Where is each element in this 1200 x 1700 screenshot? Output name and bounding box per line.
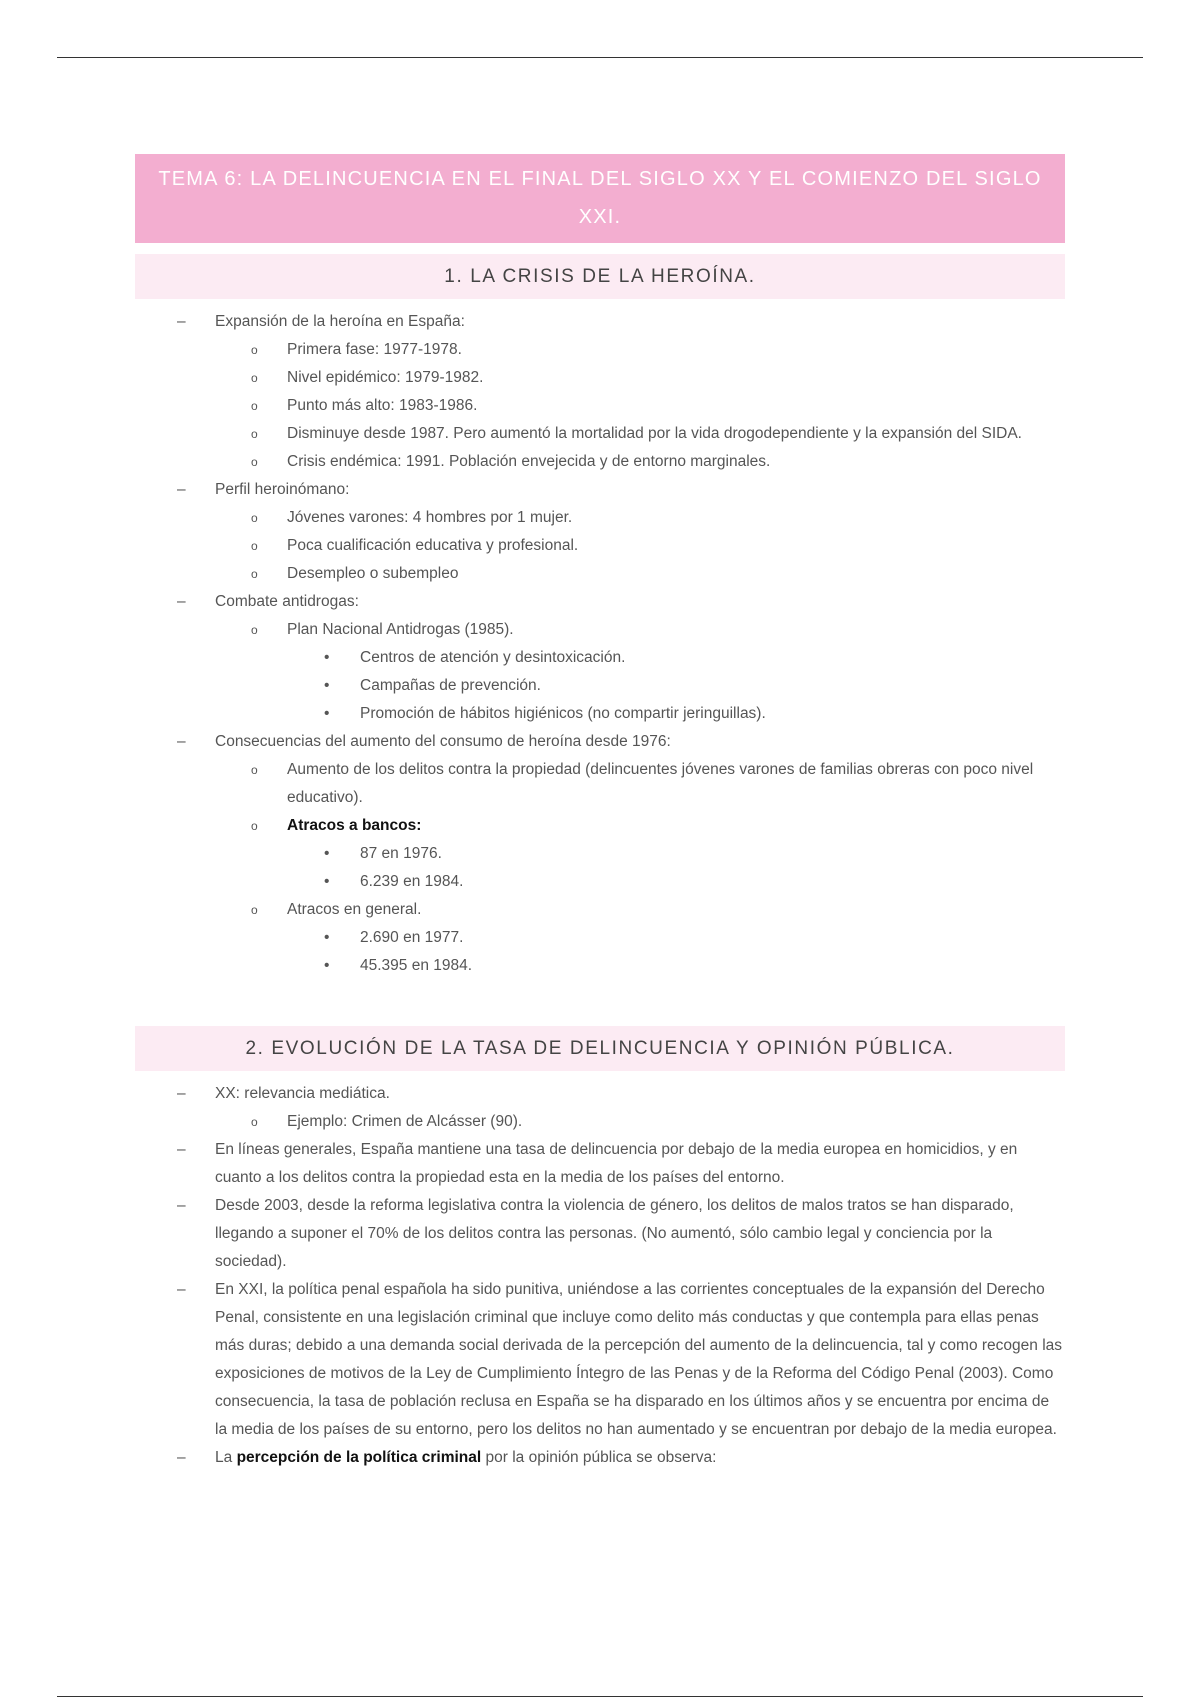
document-title: TEMA 6: LA DELINCUENCIA EN EL FINAL DEL SIGLO XX Y EL COMIENZO DEL SIGLO XXI. <box>135 154 1065 243</box>
dash-marker: – <box>177 313 186 330</box>
dash-marker: – <box>177 481 186 498</box>
circle-marker: o <box>251 399 258 413</box>
circle-marker: o <box>251 623 258 637</box>
list-item: o Punto más alto: 1983-1986. <box>135 392 1065 420</box>
bottom-rule <box>57 1696 1143 1697</box>
dash-marker: – <box>177 1281 186 1298</box>
list-item: o Jóvenes varones: 4 hombres por 1 mujer. <box>135 504 1065 532</box>
list-item: – En XXI, la política penal española ha sido punitiva, uniéndose a las corrientes conceptuales de la expansión del Derecho Penal, consistente en una legislación criminal que incluye como delito más conductas y que contempla para ellas penas más duras; debido a una demanda social derivada de la percepción del aumento de la delincuencia, tal y como recogen las exposiciones de motivos de la Ley de Cumplimiento Íntegro de las Penas y de la Reforma del Código Penal (2003). Como consecuencia, la tasa de población reclusa en España se ha disparado en los últimos años y se encuentra por encima de la media de los países de su entorno, pero los delitos no han aumentado y se encuentran por debajo de la media europea. <box>135 1276 1065 1444</box>
top-rule <box>57 57 1143 58</box>
list-item: o Poca cualificación educativa y profesional. <box>135 532 1065 560</box>
section-2-heading: 2. EVOLUCIÓN DE LA TASA DE DELINCUENCIA Y OPINIÓN PÚBLICA. <box>135 1026 1065 1071</box>
list-item: – XX: relevancia mediática. <box>135 1080 1065 1108</box>
list-item: o Plan Nacional Antidrogas (1985). <box>135 616 1065 644</box>
bullet-marker: • <box>324 649 330 666</box>
section-1-heading: 1. LA CRISIS DE LA HEROÍNA. <box>135 254 1065 299</box>
list-item: • 2.690 en 1977. <box>135 924 1065 952</box>
circle-marker: o <box>251 763 258 777</box>
circle-marker: o <box>251 1115 258 1129</box>
dash-marker: – <box>177 1449 186 1466</box>
bullet-marker: • <box>324 929 330 946</box>
circle-marker: o <box>251 539 258 553</box>
list-item: o Atracos en general. <box>135 896 1065 924</box>
circle-marker: o <box>251 343 258 357</box>
circle-marker: o <box>251 427 258 441</box>
dash-marker: – <box>177 733 186 750</box>
dash-marker: – <box>177 593 186 610</box>
list-item: – Desde 2003, desde la reforma legislativa contra la violencia de género, los delitos de malos tratos se han disparado, llegando a suponer el 70% de los delitos contra las personas. (No aumentó, sólo cambio legal y conciencia por la sociedad). <box>135 1192 1065 1276</box>
circle-marker: o <box>251 511 258 525</box>
list-item: • 6.239 en 1984. <box>135 868 1065 896</box>
list-item: o Desempleo o subempleo <box>135 560 1065 588</box>
list-item: o Nivel epidémico: 1979-1982. <box>135 364 1065 392</box>
bullet-marker: • <box>324 957 330 974</box>
list-item: – La percepción de la política criminal por la opinión pública se observa: <box>135 1444 1065 1472</box>
list-item: • 87 en 1976. <box>135 840 1065 868</box>
circle-marker: o <box>251 371 258 385</box>
list-item: – En líneas generales, España mantiene una tasa de delincuencia por debajo de la media europea en homicidios, y en cuanto a los delitos contra la propiedad esta en la media de los países del entorno. <box>135 1136 1065 1192</box>
list-item: • Promoción de hábitos higiénicos (no compartir jeringuillas). <box>135 700 1065 728</box>
list-item: – Expansión de la heroína en España: <box>135 308 1065 336</box>
list-item: o Ejemplo: Crimen de Alcásser (90). <box>135 1108 1065 1136</box>
circle-marker: o <box>251 455 258 469</box>
list-item: o Aumento de los delitos contra la propiedad (delincuentes jóvenes varones de familias obreras con poco nivel educativo). <box>135 756 1065 812</box>
list-item: – Perfil heroinómano: <box>135 476 1065 504</box>
list-item: o Primera fase: 1977-1978. <box>135 336 1065 364</box>
list-item: • 45.395 en 1984. <box>135 952 1065 980</box>
bullet-marker: • <box>324 845 330 862</box>
list-item: o Crisis endémica: 1991. Población envejecida y de entorno marginales. <box>135 448 1065 476</box>
bullet-marker: • <box>324 873 330 890</box>
dash-marker: – <box>177 1085 186 1102</box>
section-2-list <box>135 1080 1065 1472</box>
bullet-marker: • <box>324 677 330 694</box>
dash-marker: – <box>177 1141 186 1158</box>
list-item: – Combate antidrogas: <box>135 588 1065 616</box>
list-item: o Disminuye desde 1987. Pero aumentó la mortalidad por la vida drogodependiente y la expansión del SIDA. <box>135 420 1065 448</box>
list-item: • Campañas de prevención. <box>135 672 1065 700</box>
dash-marker: – <box>177 1197 186 1214</box>
bullet-marker: • <box>324 705 330 722</box>
list-item: • Centros de atención y desintoxicación. <box>135 644 1065 672</box>
list-item: – Consecuencias del aumento del consumo de heroína desde 1976: <box>135 728 1065 756</box>
circle-marker: o <box>251 819 258 833</box>
section-1-list <box>135 308 1065 980</box>
list-item: o Atracos a bancos: <box>135 812 1065 840</box>
circle-marker: o <box>251 903 258 917</box>
circle-marker: o <box>251 567 258 581</box>
